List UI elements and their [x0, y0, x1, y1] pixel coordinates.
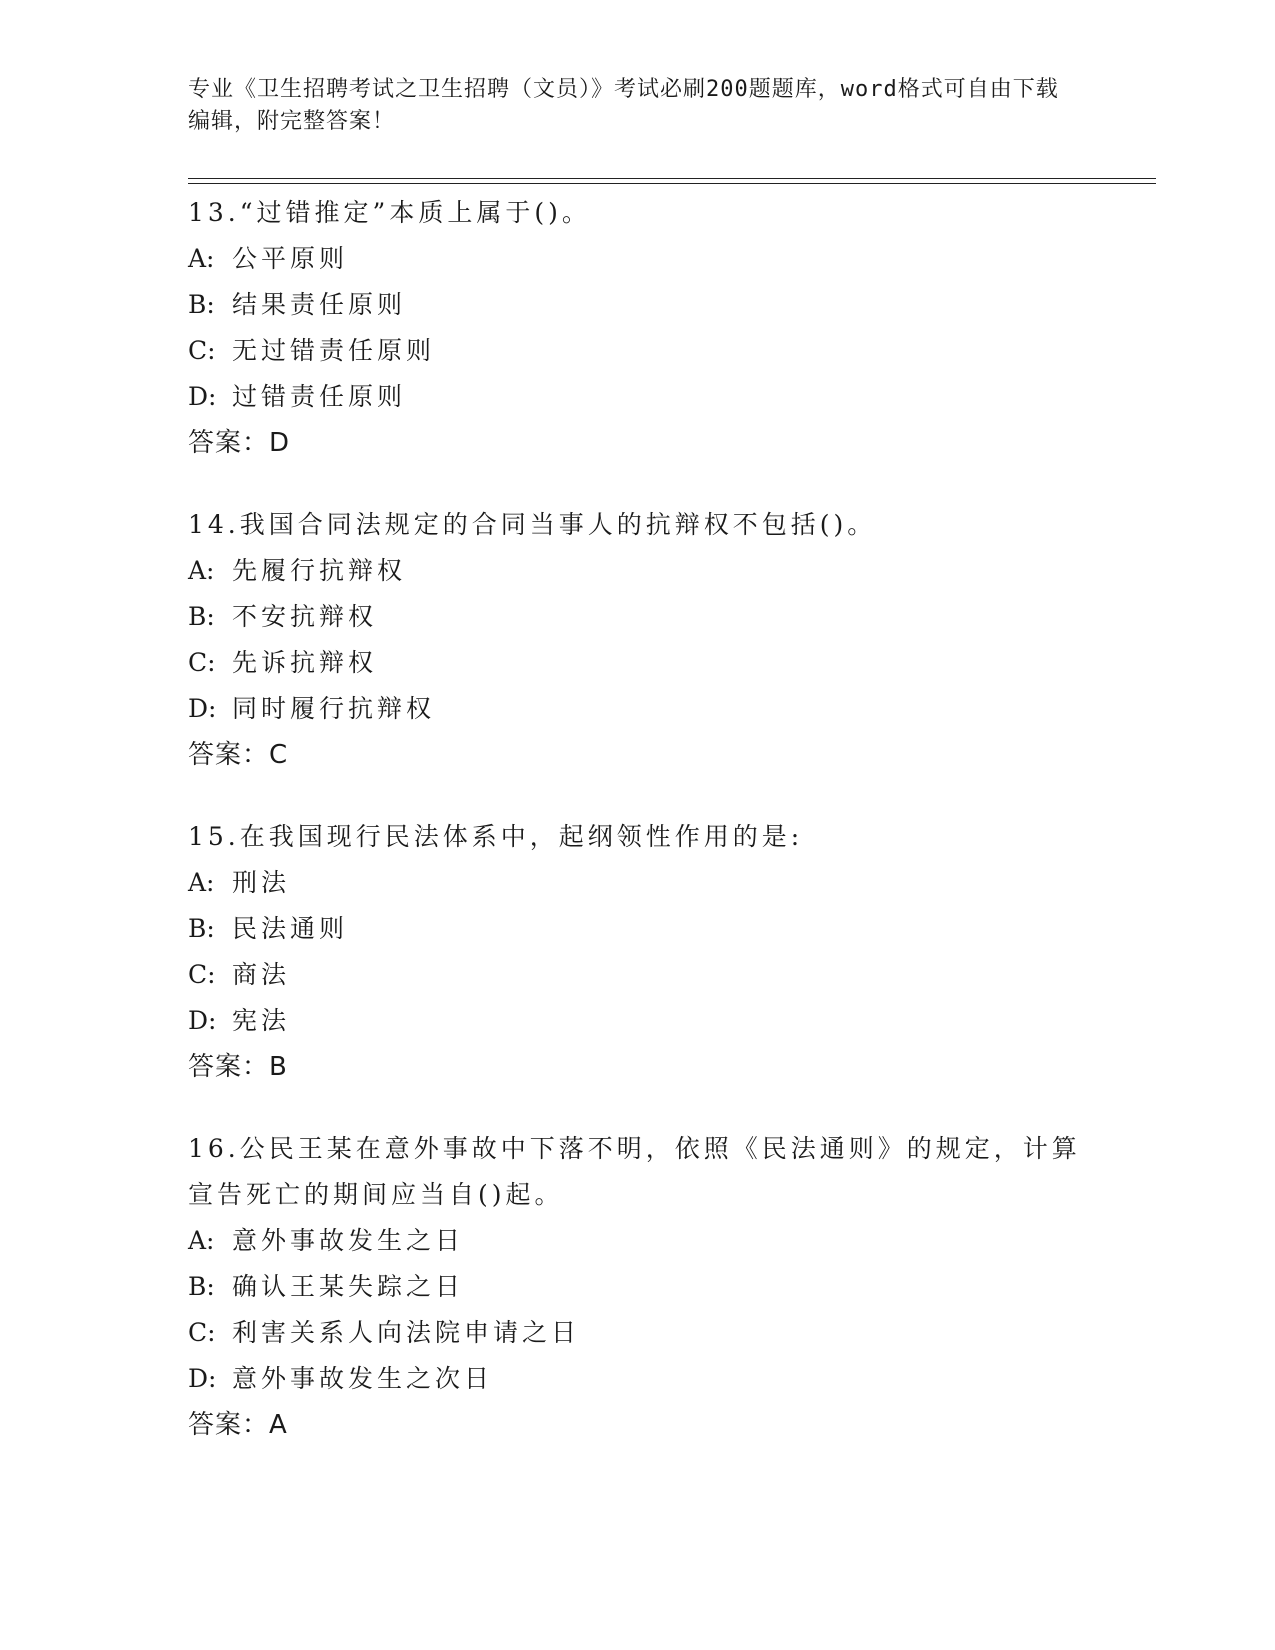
option-label: C:	[188, 1318, 216, 1347]
option-text: 意外事故发生之次日	[232, 1364, 494, 1393]
option-row	[188, 640, 1088, 686]
option-text: 利害关系人向法院申请之日	[232, 1318, 581, 1347]
option-label: C:	[188, 960, 216, 989]
option-label: A:	[188, 868, 215, 897]
answer-value: A	[269, 1410, 288, 1440]
question-block	[188, 502, 1088, 778]
document-header: 专业《卫生招聘考试之卫生招聘（文员）》考试必刷200题题库，word格式可自由下载编辑，附完整答案！	[188, 77, 1059, 134]
question-block	[188, 814, 1088, 1090]
option-label: A:	[188, 1226, 215, 1255]
option-text: 意外事故发生之日	[232, 1226, 465, 1255]
answer-value: C	[269, 740, 289, 770]
option-text: 公平原则	[232, 244, 349, 273]
answer-prefix: 答案：	[188, 1052, 270, 1082]
option-label: C:	[188, 648, 216, 677]
header-divider-top	[188, 178, 1156, 179]
answer-line	[188, 1402, 1088, 1448]
option-label: D:	[188, 694, 217, 723]
option-row	[188, 282, 1088, 328]
option-text: 过错责任原则	[232, 382, 407, 411]
option-text: 刑法	[232, 868, 291, 897]
option-text: 先诉抗辩权	[232, 648, 378, 677]
option-text: 商法	[232, 960, 291, 989]
option-label: B:	[188, 290, 215, 319]
question-list	[188, 190, 1088, 1484]
question-stem: 13.“过错推定”本质上属于()。	[188, 198, 591, 227]
answer-line	[188, 732, 1088, 778]
option-row	[188, 594, 1088, 640]
option-text: 不安抗辩权	[232, 602, 378, 631]
option-label: A:	[188, 556, 215, 585]
option-row	[188, 686, 1088, 732]
option-label: B:	[188, 1272, 215, 1301]
option-row	[188, 906, 1088, 952]
option-row	[188, 548, 1088, 594]
question-stem: 15.在我国现行民法体系中，起纲领性作用的是:	[188, 822, 804, 851]
option-label: A:	[188, 244, 215, 273]
question-block	[188, 1126, 1088, 1448]
answer-prefix: 答案：	[188, 428, 270, 458]
question-block	[188, 190, 1088, 466]
option-row	[188, 1310, 1088, 1356]
option-label: B:	[188, 914, 215, 943]
option-row	[188, 1264, 1088, 1310]
option-text: 结果责任原则	[232, 290, 407, 319]
question-stem: 14.我国合同法规定的合同当事人的抗辩权不包括()。	[188, 510, 877, 539]
answer-value: D	[269, 428, 291, 458]
option-text: 宪法	[232, 1006, 291, 1035]
option-label: C:	[188, 336, 216, 365]
option-text: 先履行抗辩权	[232, 556, 407, 585]
option-row	[188, 998, 1088, 1044]
option-text: 确认王某失踪之日	[232, 1272, 465, 1301]
option-text: 同时履行抗辩权	[232, 694, 436, 723]
option-label: D:	[188, 1006, 217, 1035]
answer-line	[188, 1044, 1088, 1090]
option-row	[188, 1218, 1088, 1264]
option-label: D:	[188, 382, 217, 411]
option-row	[188, 374, 1088, 420]
option-row	[188, 328, 1088, 374]
question-stem: 宣告死亡的期间应当自()起。	[188, 1180, 564, 1209]
option-row	[188, 952, 1088, 998]
answer-prefix: 答案：	[188, 740, 270, 770]
option-row	[188, 1356, 1088, 1402]
option-row	[188, 236, 1088, 282]
option-label: B:	[188, 602, 215, 631]
header-divider-bottom	[188, 183, 1156, 184]
option-row	[188, 860, 1088, 906]
question-stem: 16.公民王某在意外事故中下落不明，依照《民法通则》的规定，计算	[188, 1134, 1081, 1163]
option-label: D:	[188, 1364, 217, 1393]
option-text: 民法通则	[232, 914, 349, 943]
option-text: 无过错责任原则	[232, 336, 436, 365]
answer-value: B	[269, 1052, 288, 1082]
answer-line	[188, 420, 1088, 466]
answer-prefix: 答案：	[188, 1410, 270, 1440]
